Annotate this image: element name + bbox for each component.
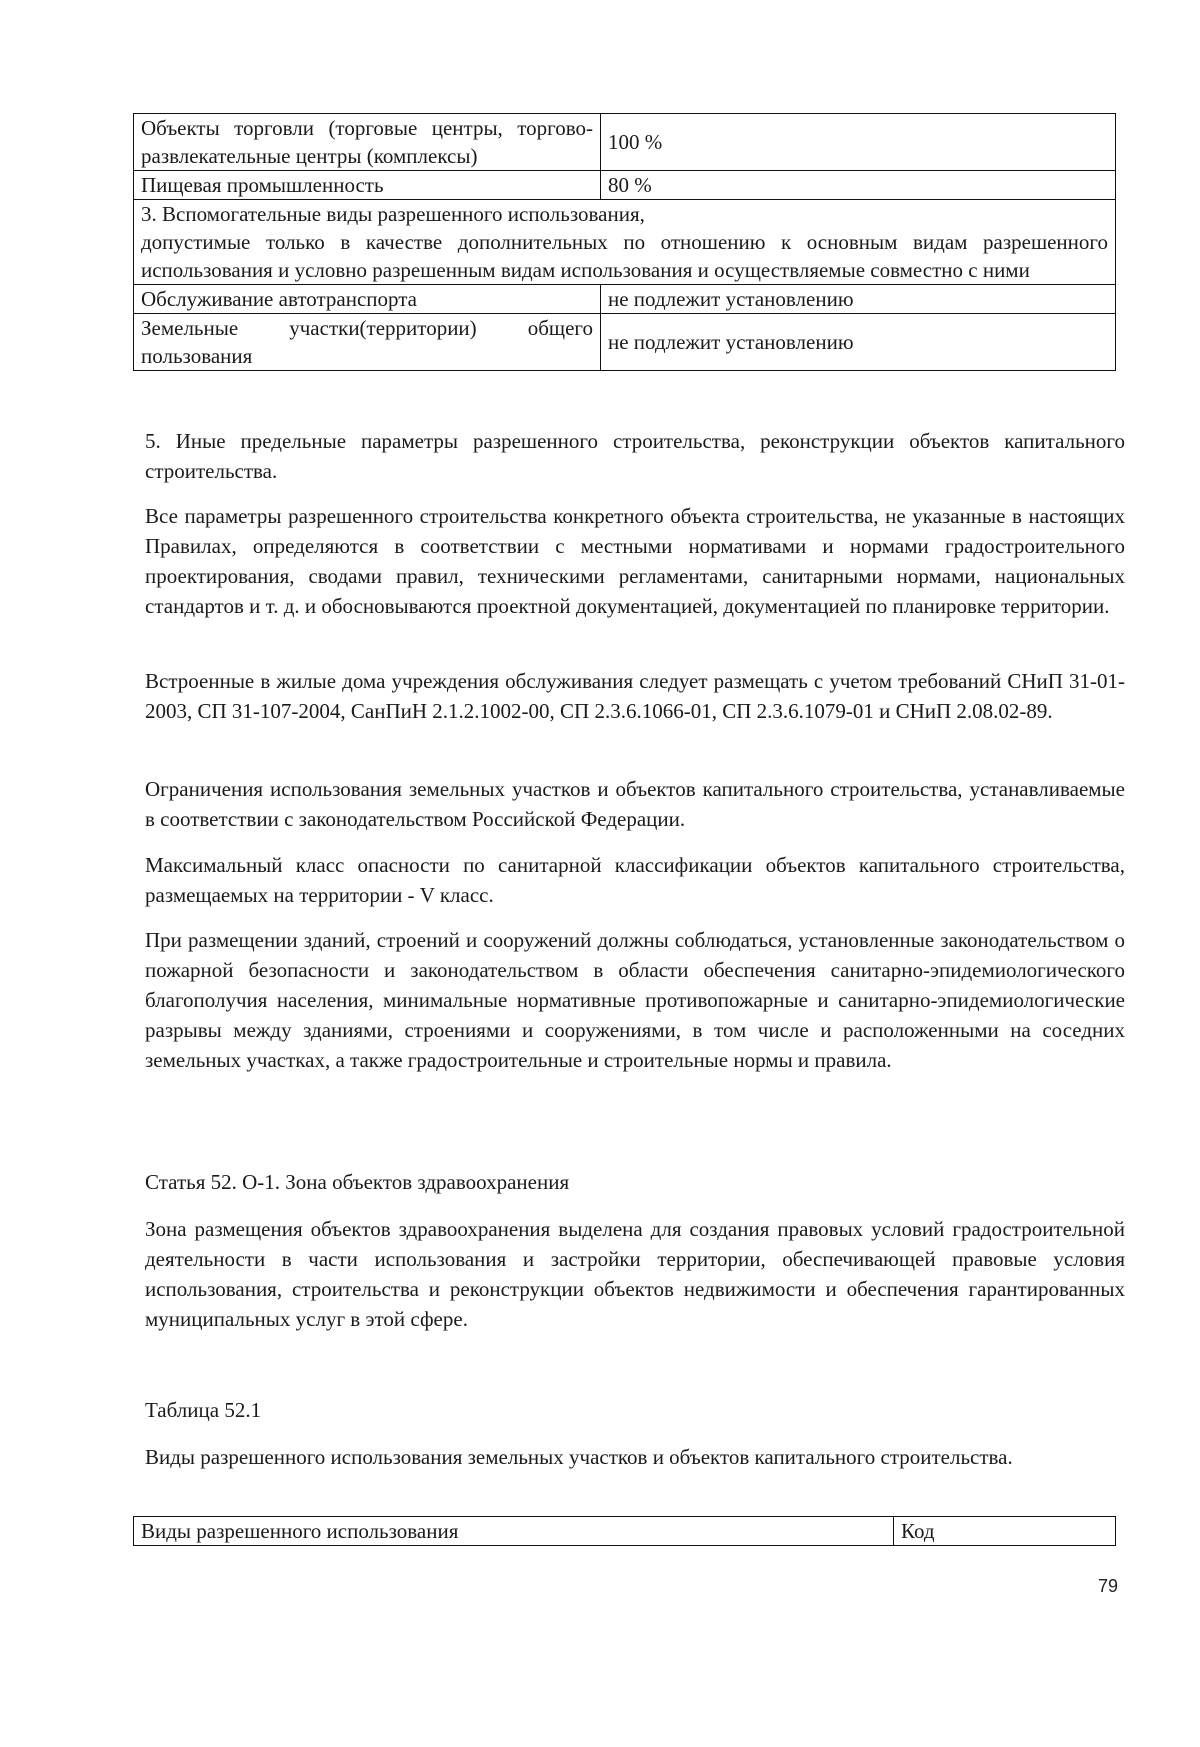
table-header-uses: Виды разрешенного использования — [134, 1517, 894, 1546]
table-header-code: Код — [894, 1517, 1116, 1546]
table-cell-name: Пищевая промышленность — [134, 171, 601, 200]
section-text: допустимые только в качестве дополнительных по отношению к основным видам разрешенного использования и условно разрешенным видам использования и осуществляемые совместно с ними — [141, 230, 1108, 282]
paragraph-placement-rules: При размещении зданий, строений и сооружений должны соблюдаться, установленные законодательством о пожарной безопасности и законодательством в области обеспечения санитарно-эпидемиологического благополучия населения, минимальные нормативные противопожарные и санитарно-эпидемиологические разрывы между зданиями, строениями и сооружениями, в том числе и расположенными на соседних земельных участках, а также градостроительные и строительные нормы и правила. — [145, 928, 1125, 1072]
permitted-uses-table — [133, 1516, 1116, 1546]
table-caption: Таблица 52.1 — [145, 1398, 262, 1422]
table-cell-name: Объекты торговли (торговые центры, торгово-развлекательные центры (комплексы) — [134, 114, 601, 171]
table-header-row — [134, 1517, 1116, 1546]
table-cell-value: не подлежит установлению — [601, 314, 1116, 371]
paragraph-hazard-class: Максимальный класс опасности по санитарной классификации объектов капитального строительства, размещаемых на территории - V класс. — [145, 853, 1125, 907]
page-number: 79 — [1098, 1576, 1119, 1596]
table-row — [134, 285, 1116, 314]
zone-parameters-table — [133, 113, 1116, 371]
table-cell-name: Обслуживание автотранспорта — [134, 285, 601, 314]
table-cell-value: не подлежит установлению — [601, 285, 1116, 314]
table-cell-value: 100 % — [601, 114, 1116, 171]
table-description: Виды разрешенного использования земельных участков и объектов капитального строительства. — [145, 1445, 1013, 1469]
paragraph-built-in-institutions: Встроенные в жилые дома учреждения обслуживания следует размещать с учетом требований СНиП 31-01-2003, СП 31-107-2004, СанПиН 2.1.2.1002-00, СП 2.3.6.1066-01, СП 2.3.6.1079-01 и СНиП 2.08.02-89. — [145, 669, 1125, 723]
table-row — [134, 314, 1116, 371]
paragraph-all-parameters: Все параметры разрешенного строительства конкретного объекта строительства, не указанные в настоящих Правилах, определяются в соответствии с местными нормативами и нормами градостроительного проектирования, сводами правил, техническими регламентами, санитарными нормами, национальных стандартов и т. д. и обосновываются проектной документацией, документацией по планировке территории. — [145, 504, 1125, 618]
paragraph-restrictions: Ограничения использования земельных участков и объектов капитального строительства, устанавливаемые в соответствии с законодательством Российской Федерации. — [145, 777, 1125, 831]
article-text: Зона размещения объектов здравоохранения выделена для создания правовых условий градостроительной деятельности в части использования и застройки территории, обеспечивающей правовые условия использования, строительства и реконструкции объектов недвижимости и обеспечения гарантированных муниципальных услуг в этой сфере. — [145, 1217, 1125, 1331]
table-row — [134, 114, 1116, 171]
article-heading: Статья 52. О-1. Зона объектов здравоохранения — [145, 1170, 570, 1194]
table-row — [134, 171, 1116, 200]
paragraph-other-parameters: 5. Иные предельные параметры разрешенного строительства, реконструкции объектов капитального строительства. — [145, 429, 1125, 483]
table-cell-value: 80 % — [601, 171, 1116, 200]
table-section-cell — [134, 200, 1116, 285]
table-section-row — [134, 200, 1116, 285]
section-heading: 3. Вспомогательные виды разрешенного использования, — [141, 202, 645, 226]
table-cell-name: Земельные участки(территории) общего пользования — [134, 314, 601, 371]
